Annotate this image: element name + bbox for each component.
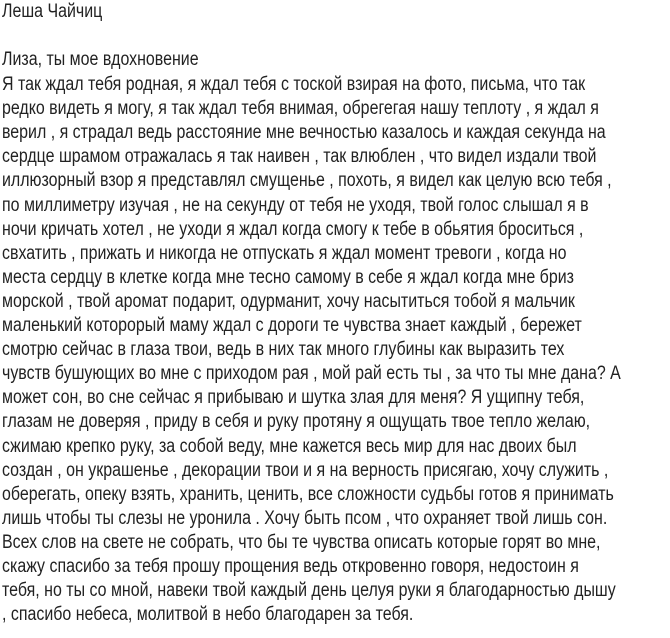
poem-line: чувств бушующих во мне с приходом рая , мой рай есть ты , за что ты мне дана? А [2,363,621,385]
poem-line: сердце шрамом отражалась я так наивен , так влюблен , что видел издали твой [2,146,597,168]
poem-line: смотрю сейчас в глаза твои, ведь в них так много глубины как выразить тех [2,339,565,361]
poem-line: глазам не доверяя , приду в себя и руку протяну я ощущать твое тепло желаю, [2,411,591,433]
poem-line: оберегать, опеку взять, хранить, ценить, все сложности судьбы готов я принимать [2,483,614,505]
poem-title: Лиза, ты мое вдохновение [2,49,199,70]
poem-line: иллюзорный взор я представлял смущенье , похоть, я видел как целую всю тебя , [2,170,612,192]
author-name: Леша Чайчиц [2,1,103,22]
poem-line: создан , он украшенье , декорации твои и я на верность присягаю, хочу служить , [2,459,609,481]
poem-line: Всех слов на свете не собрать, что бы те чувства описать которые горят во мне, [2,531,601,553]
poem-line: скажу спасибо за тебя прошу прощения ведь откровенно говоря, недостоин я [2,556,579,577]
poem-line: сжимаю крепко руку, за собой веду, мне кажется весь мир для нас двоих был [2,435,577,457]
poem-line: свхатить , прижать и никогда не отпускать я ждал момент тревоги , когда но [2,242,567,264]
poem-line: Я так ждал тебя родная, я ждал тебя с тоской взирая на фото, письма, что так [2,74,586,95]
poem-line: верил , я страдал ведь расстояние мне вечностью казалось и каждая секунда на [2,122,606,144]
poem-line: ночи кричать хотел , не уходи я ждал когда смогу к тебе в обьятия броситься , [2,218,584,240]
poem-line: может сон, во сне сейчас я прибываю и шутка злая для меня? Я ущипну тебя, [2,387,585,409]
poem-line: редко видеть я могу, я так ждал тебя внимая, обрегегая нашу теплоту , я ждал я [2,98,599,120]
poem-line: , спасибо небеса, молитвой в небо благодарен за тебя. [2,604,414,626]
poem-line: морской , твой аромат подарит, одурманит, хочу насытиться тобой я мальчик [2,290,575,312]
poem-line: тебя, но ты со мной, навеки твой каждый день целуя руки я благодарностью дышу [2,580,616,602]
poem-line: лишь чтобы ты слезы не уронила . Хочу быть псом , что охраняет твой лишь сон. [2,507,608,529]
poem-line: по миллиметру изучая , не на секунду от тебя не уходя, твой голос слышал я в [2,194,589,216]
poem-line: места сердцу в клетке когда мне тесно самому в себе я ждал когда мне бриз [2,266,574,288]
poem-line: маленький которорый маму ждал с дороги те чувства знает каждый , бережет [2,315,582,336]
